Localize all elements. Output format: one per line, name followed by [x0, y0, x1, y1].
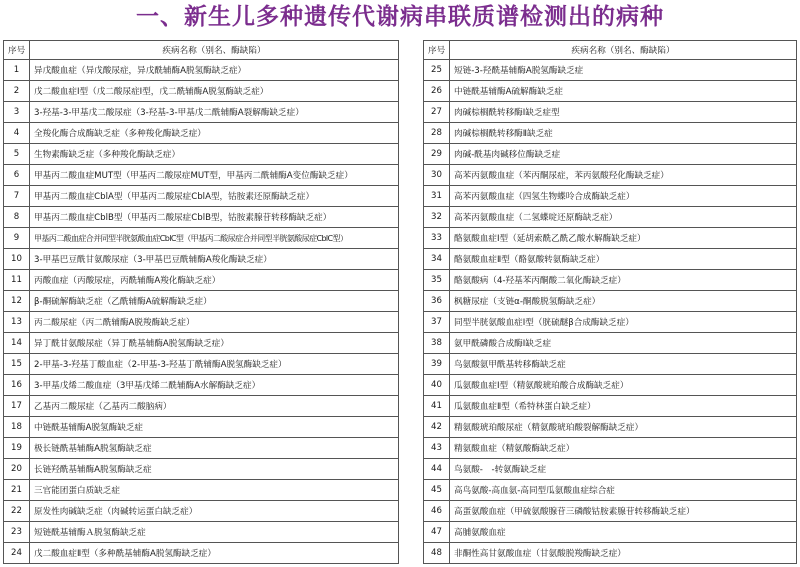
row-number: 24	[4, 543, 30, 564]
disease-name: 瓜氨酸血症Ⅰ型（精氨酸琥珀酸合成酶缺乏症）	[450, 375, 797, 396]
row-number: 6	[4, 165, 30, 186]
table-header-row	[4, 41, 399, 60]
row-number: 16	[4, 375, 30, 396]
row-number: 44	[424, 459, 450, 480]
table-row	[424, 396, 797, 417]
table-row	[4, 144, 399, 165]
disease-name: 鸟氨酸- -转氨酶缺乏症	[450, 459, 797, 480]
header-name: 疾病名称（别名、酶缺陷）	[450, 41, 797, 60]
table-row	[4, 522, 399, 543]
disease-name: 原发性肉碱缺乏症（肉碱转运蛋白缺乏症）	[30, 501, 399, 522]
disease-name: 短链酰基辅酶Ａ脱氢酶缺乏症	[30, 522, 399, 543]
disease-name: 3-甲基戊烯二酸血症（3甲基戊烯二酰辅酶A水解酶缺乏症）	[30, 375, 399, 396]
row-number: 10	[4, 249, 30, 270]
row-number: 18	[4, 417, 30, 438]
row-number: 28	[424, 123, 450, 144]
row-number: 9	[4, 228, 30, 249]
disease-name: 精氨酸琥珀酸尿症（精氨酸琥珀酸裂解酶缺乏症）	[450, 417, 797, 438]
row-number: 4	[4, 123, 30, 144]
table-row	[4, 480, 399, 501]
table-row	[424, 249, 797, 270]
table-row	[4, 543, 399, 564]
table-row	[424, 81, 797, 102]
disease-name: 甲基丙二酸血症合并同型半胱氨酸血症CblC型（甲基丙二酸尿症合并同型半胱氨酸尿症CblC型）	[30, 228, 399, 249]
row-number: 36	[424, 291, 450, 312]
disease-name: 长链羟酰基辅酶A脱氢酶缺乏症	[30, 459, 399, 480]
table-row	[424, 186, 797, 207]
header-num: 序号	[424, 41, 450, 60]
table-row	[424, 165, 797, 186]
row-number: 38	[424, 333, 450, 354]
disease-name: 三官能团蛋白质缺乏症	[30, 480, 399, 501]
row-number: 17	[4, 396, 30, 417]
disease-name: 高蛋氨酸血症（甲硫氨酸腺苷三磷酸钴胺素腺苷转移酶缺乏症）	[450, 501, 797, 522]
disease-name: 高苯丙氨酸血症（四氢生物蝶呤合成酶缺乏症）	[450, 186, 797, 207]
row-number: 27	[424, 102, 450, 123]
disease-name: 短链-3-羟酰基辅酶A脱氢酶缺乏症	[450, 60, 797, 81]
row-number: 21	[4, 480, 30, 501]
disease-name: 3-羟基-3-甲基戊二酸尿症（3-羟基-3-甲基戊二酰辅酶A裂解酶缺乏症）	[30, 102, 399, 123]
table-row	[424, 60, 797, 81]
disease-name: 精氨酸血症（精氨酸酶缺乏症）	[450, 438, 797, 459]
table-row	[424, 354, 797, 375]
row-number: 45	[424, 480, 450, 501]
table-row	[4, 354, 399, 375]
table-row	[424, 480, 797, 501]
table-row	[4, 501, 399, 522]
row-number: 34	[424, 249, 450, 270]
disease-name: 高鸟氨酸-高血氨-高同型瓜氨酸血症综合症	[450, 480, 797, 501]
row-number: 11	[4, 270, 30, 291]
row-number: 26	[424, 81, 450, 102]
disease-name: 高苯丙氨酸血症（苯丙酮尿症，苯丙氨酸羟化酶缺乏症）	[450, 165, 797, 186]
header-name: 疾病名称（别名、酶缺陷）	[30, 41, 399, 60]
disease-name: 异丁酰甘氨酸尿症（异丁酰基辅酶A脱氢酶缺乏症）	[30, 333, 399, 354]
disease-name: 全羧化酶合成酶缺乏症（多种羧化酶缺乏症）	[30, 123, 399, 144]
disease-name: 酪氨酸血症Ⅰ型（延胡索酰乙酰乙酸水解酶缺乏症）	[450, 228, 797, 249]
row-number: 22	[4, 501, 30, 522]
table-body-right	[424, 60, 797, 564]
row-number: 5	[4, 144, 30, 165]
disease-name: 肉碱-酰基肉碱移位酶缺乏症	[450, 144, 797, 165]
header-num: 序号	[4, 41, 30, 60]
disease-name: 酪氨酸病（4-羟基苯丙酮酸二氧化酶缺乏症）	[450, 270, 797, 291]
disease-name: 鸟氨酸氨甲酰基转移酶缺乏症	[450, 354, 797, 375]
row-number: 12	[4, 291, 30, 312]
table-row	[424, 375, 797, 396]
disease-name: 甲基丙二酸血症CblB型（甲基丙二酸尿症CblB型，钴胺素腺苷转移酶缺乏症）	[30, 207, 399, 228]
table-row	[4, 81, 399, 102]
table-row	[4, 228, 399, 249]
table-row	[424, 270, 797, 291]
disease-name: 枫糖尿症（支链α-酮酸脱氢酶缺乏症）	[450, 291, 797, 312]
row-number: 13	[4, 312, 30, 333]
table-row	[424, 459, 797, 480]
table-row	[4, 417, 399, 438]
row-number: 3	[4, 102, 30, 123]
row-number: 7	[4, 186, 30, 207]
table-row	[4, 312, 399, 333]
row-number: 33	[424, 228, 450, 249]
row-number: 32	[424, 207, 450, 228]
table-row	[4, 102, 399, 123]
table-row	[4, 165, 399, 186]
disease-name: 高苯丙氨酸血症（二氢蝶啶还原酶缺乏症）	[450, 207, 797, 228]
table-row	[424, 417, 797, 438]
table-row	[424, 333, 797, 354]
table-row	[424, 228, 797, 249]
row-number: 31	[424, 186, 450, 207]
table-row	[424, 543, 797, 564]
disease-name: 酪氨酸血症Ⅱ型（酪氨酸转氨酶缺乏症）	[450, 249, 797, 270]
disease-name: 3-甲基巴豆酰甘氨酸尿症（3-甲基巴豆酰辅酶A羧化酶缺乏症）	[30, 249, 399, 270]
table-row	[4, 333, 399, 354]
table-row	[4, 375, 399, 396]
disease-table-left	[3, 40, 399, 564]
table-row	[424, 501, 797, 522]
table-row	[424, 438, 797, 459]
row-number: 29	[424, 144, 450, 165]
disease-name: 肉碱棕榈酰转移酶Ⅰ缺乏症型	[450, 102, 797, 123]
table-row	[4, 438, 399, 459]
page-title: 一、新生儿多种遗传代谢病串联质谱检测出的病种	[136, 4, 664, 30]
row-number: 19	[4, 438, 30, 459]
table-row	[4, 291, 399, 312]
row-number: 41	[424, 396, 450, 417]
row-number: 20	[4, 459, 30, 480]
table-row	[4, 123, 399, 144]
disease-name: 中链酰基辅酶A脱氢酶缺乏症	[30, 417, 399, 438]
disease-name: 戊二酸血症Ⅱ型（多种酰基辅酶A脱氢酶缺乏症）	[30, 543, 399, 564]
table-row	[4, 396, 399, 417]
row-number: 15	[4, 354, 30, 375]
table-row	[424, 123, 797, 144]
table-row	[424, 102, 797, 123]
row-number: 35	[424, 270, 450, 291]
disease-name: 同型半胱氨酸血症I型（胱硫醚β合成酶缺乏症）	[450, 312, 797, 333]
table-header-row	[424, 41, 797, 60]
row-number: 37	[424, 312, 450, 333]
disease-name: 戊二酸血症I型（戊二酸尿症I型，戊二酰辅酶A脱氢酶缺乏症）	[30, 81, 399, 102]
disease-name: 极长链酰基辅酶A脱氢酶缺乏症	[30, 438, 399, 459]
row-number: 42	[424, 417, 450, 438]
disease-name: 肉碱棕榈酰转移酶Ⅱ缺乏症	[450, 123, 797, 144]
row-number: 46	[424, 501, 450, 522]
row-number: 23	[4, 522, 30, 543]
disease-name: 生物素酶缺乏症（多种羧化酶缺乏症）	[30, 144, 399, 165]
disease-name: 丙二酸尿症（丙二酰辅酶A脱羧酶缺乏症）	[30, 312, 399, 333]
row-number: 40	[424, 375, 450, 396]
disease-name: 2-甲基-3-羟基丁酸血症（2-甲基-3-羟基丁酰辅酶A脱氢酶缺乏症）	[30, 354, 399, 375]
table-row	[4, 270, 399, 291]
row-number: 8	[4, 207, 30, 228]
row-number: 1	[4, 60, 30, 81]
disease-name: 非酮性高甘氨酸血症（甘氨酸脱羧酶缺乏症）	[450, 543, 797, 564]
disease-name: 甲基丙二酸血症MUT型（甲基丙二酸尿症MUT型，甲基丙二酰辅酶A变位酶缺乏症）	[30, 165, 399, 186]
table-row	[4, 459, 399, 480]
table-row	[4, 249, 399, 270]
table-row	[424, 291, 797, 312]
row-number: 48	[424, 543, 450, 564]
row-number: 43	[424, 438, 450, 459]
disease-name: 丙酸血症（丙酸尿症，丙酰辅酶A羧化酶缺乏症）	[30, 270, 399, 291]
disease-table-right	[423, 40, 797, 564]
table-row	[424, 144, 797, 165]
row-number: 39	[424, 354, 450, 375]
table-row	[4, 60, 399, 81]
table-row	[424, 312, 797, 333]
disease-name: 高脯氨酸血症	[450, 522, 797, 543]
disease-name: 瓜氨酸血症Ⅱ型（希特林蛋白缺乏症）	[450, 396, 797, 417]
row-number: 30	[424, 165, 450, 186]
table-row	[4, 186, 399, 207]
table-row	[4, 207, 399, 228]
disease-name: 乙基丙二酸尿症（乙基丙二酸脑病）	[30, 396, 399, 417]
row-number: 47	[424, 522, 450, 543]
disease-name: 中链酰基辅酶A硫解酶缺乏症	[450, 81, 797, 102]
row-number: 14	[4, 333, 30, 354]
table-row	[424, 522, 797, 543]
disease-name: β-酮硫解酶缺乏症（乙酰辅酶A硫解酶缺乏症）	[30, 291, 399, 312]
disease-name: 异戊酸血症（异戊酸尿症，异戊酰辅酶A脱氢酶缺乏症）	[30, 60, 399, 81]
table-row	[424, 207, 797, 228]
table-body-left	[4, 60, 399, 564]
disease-name: 氨甲酰磷酸合成酶Ⅰ缺乏症	[450, 333, 797, 354]
row-number: 2	[4, 81, 30, 102]
disease-name: 甲基丙二酸血症CblA型（甲基丙二酸尿症CblA型，钴胺素还原酶缺乏症）	[30, 186, 399, 207]
row-number: 25	[424, 60, 450, 81]
